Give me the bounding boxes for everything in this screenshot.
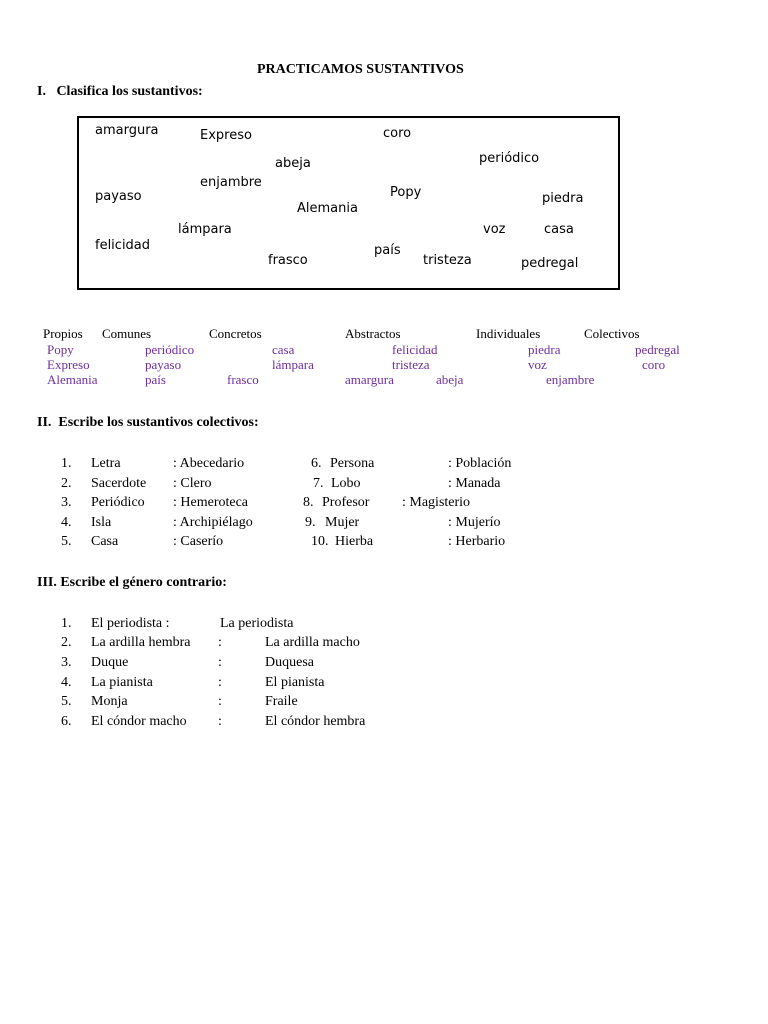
list-answer: : Manada [448, 476, 501, 491]
list-number: 1. [61, 616, 72, 631]
box-word: país [374, 243, 401, 258]
list-number: 5. [61, 694, 72, 709]
table-cell: casa [272, 342, 295, 357]
list-word: El periodista : [91, 616, 170, 631]
table-cell: payaso [145, 357, 182, 372]
list-answer: La ardilla macho [265, 635, 360, 650]
box-word: piedra [542, 191, 584, 206]
list-separator: : [218, 675, 222, 690]
table-cell: coro [642, 357, 666, 372]
list-word: Sacerdote [91, 476, 147, 491]
list-word: La ardilla hembra [91, 635, 191, 650]
list-number: 2. [61, 635, 72, 650]
column-header-abstractos: Abstractos [345, 326, 401, 341]
list-answer: : Hemeroteca [173, 495, 249, 510]
list-answer: La periodista [220, 616, 294, 631]
list-number: 6. [311, 456, 322, 471]
list-number: 6. [61, 714, 72, 729]
list-answer: Duquesa [265, 655, 314, 670]
list-word: El cóndor macho [91, 714, 187, 729]
list-separator: : [218, 694, 222, 709]
list-answer: El pianista [265, 675, 325, 690]
list-answer: Fraile [265, 694, 298, 709]
section-2-heading: II. Escribe los sustantivos colectivos: [37, 415, 259, 430]
box-word: casa [544, 222, 574, 237]
list-number: 9. [305, 515, 316, 530]
list-word: Casa [91, 534, 119, 549]
table-cell: amargura [345, 372, 394, 387]
list-word: Letra [91, 456, 121, 471]
list-separator: : [218, 655, 222, 670]
box-word: Popy [390, 185, 422, 200]
section-3-heading: III. Escribe el género contrario: [37, 575, 227, 590]
table-cell: voz [528, 357, 547, 372]
table-cell: Expreso [47, 357, 90, 372]
box-word: pedregal [521, 256, 579, 271]
table-cell: periódico [145, 342, 195, 357]
list-answer: : Abecedario [173, 456, 245, 471]
box-word: frasco [268, 253, 308, 268]
table-cell: Popy [47, 342, 74, 357]
box-word: felicidad [95, 238, 151, 253]
list-separator: : [218, 714, 222, 729]
list-word: Mujer [325, 515, 360, 530]
list-word: Persona [330, 456, 375, 471]
list-number: 1. [61, 456, 72, 471]
table-cell: Alemania [47, 372, 98, 387]
box-word: periódico [479, 151, 540, 166]
list-number: 5. [61, 534, 72, 549]
list-number: 2. [61, 476, 72, 491]
column-header-comunes: Comunes [102, 326, 152, 341]
list-word: Hierba [335, 534, 374, 549]
list-number: 3. [61, 495, 72, 510]
box-word: tristeza [423, 253, 472, 268]
list-answer: : Mujerío [448, 515, 501, 530]
box-word: Alemania [297, 201, 358, 216]
box-word: enjambre [200, 175, 262, 190]
list-word: La pianista [91, 675, 153, 690]
list-answer: : Archipiélago [173, 515, 253, 530]
table-cell: tristeza [392, 357, 430, 372]
box-word: lámpara [178, 222, 232, 237]
box-word: payaso [95, 189, 142, 204]
table-cell: país [145, 372, 166, 387]
list-word: Isla [91, 515, 112, 530]
table-cell: piedra [528, 342, 561, 357]
list-word: Duque [91, 655, 129, 670]
section-1-heading: I. Clasifica los sustantivos: [37, 84, 203, 99]
column-header-colectivos: Colectivos [584, 326, 640, 341]
box-word: Expreso [200, 128, 252, 143]
list-number: 8. [303, 495, 314, 510]
table-cell: lámpara [272, 357, 314, 372]
table-cell: felicidad [392, 342, 438, 357]
table-cell: frasco [227, 372, 259, 387]
list-number: 4. [61, 675, 72, 690]
list-number: 3. [61, 655, 72, 670]
list-number: 7. [313, 476, 324, 491]
box-word: coro [383, 126, 412, 141]
box-word: abeja [275, 156, 311, 171]
list-answer: : Herbario [448, 534, 506, 549]
list-word: Periódico [91, 495, 145, 510]
table-cell: enjambre [546, 372, 595, 387]
list-word: Profesor [322, 495, 370, 510]
list-answer: : Población [448, 456, 512, 471]
list-separator: : [218, 635, 222, 650]
list-answer: El cóndor hembra [265, 714, 366, 729]
list-answer: : Caserío [173, 534, 224, 549]
column-header-individuales: Individuales [476, 326, 541, 341]
list-number: 4. [61, 515, 72, 530]
page-title: PRACTICAMOS SUSTANTIVOS [257, 62, 464, 77]
table-cell: pedregal [635, 342, 680, 357]
table-cell: abeja [436, 372, 464, 387]
column-header-propios: Propios [43, 326, 83, 341]
column-header-concretos: Concretos [209, 326, 262, 341]
box-word: voz [483, 222, 506, 237]
list-number: 10. [311, 534, 329, 549]
box-word: amargura [95, 123, 159, 138]
list-answer: : Clero [173, 476, 212, 491]
list-answer: : Magisterio [402, 495, 471, 510]
list-word: Monja [91, 694, 128, 709]
list-word: Lobo [331, 476, 361, 491]
